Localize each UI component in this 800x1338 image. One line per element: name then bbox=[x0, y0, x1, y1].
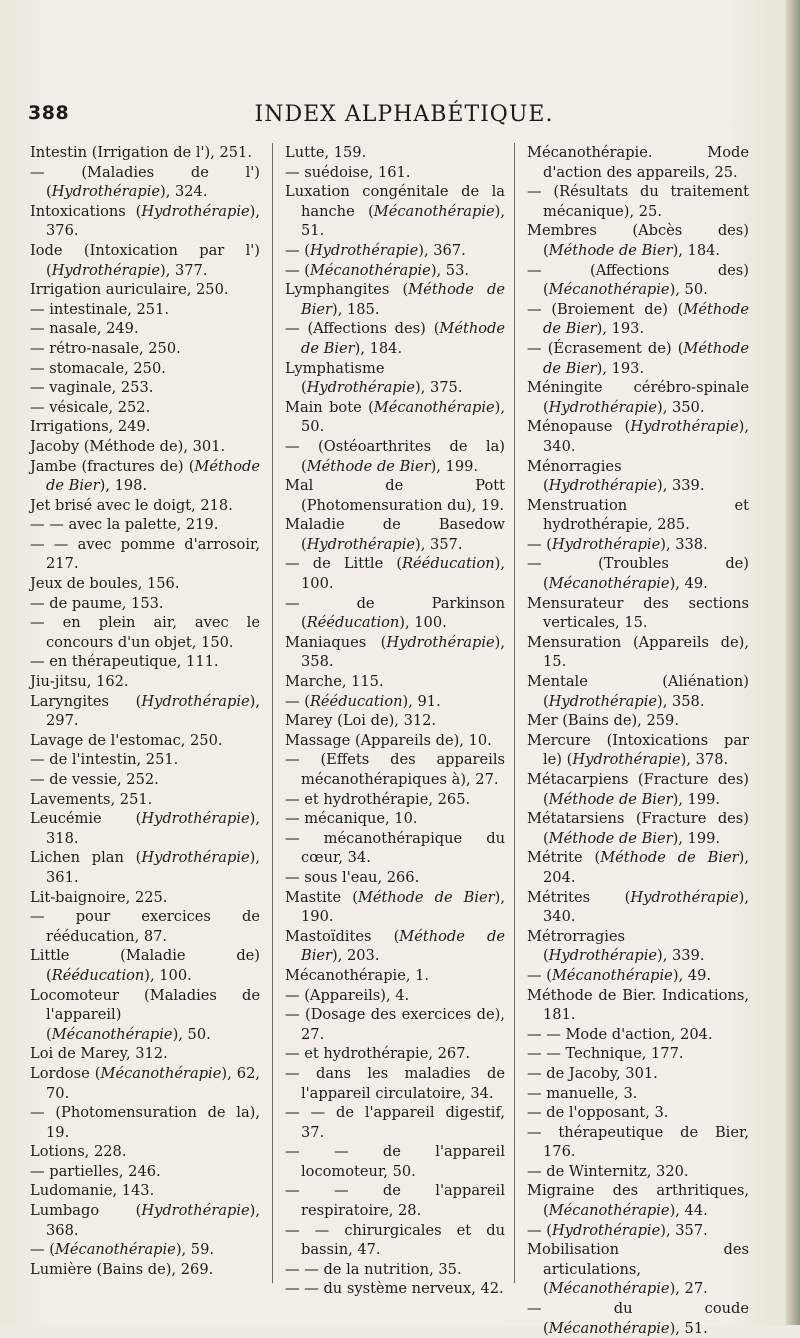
index-entry: Lymphatisme (Hydrothérapie), 375. bbox=[285, 359, 463, 397]
index-entry: — (Maladies de l') (Hydrothérapie), 324. bbox=[30, 163, 260, 201]
index-entry: Méthode de Bier. Indications, 181. bbox=[527, 986, 749, 1024]
index-entry: Irrigation auriculaire, 250. bbox=[30, 281, 229, 299]
index-entry: — de Winternitz, 320. bbox=[527, 1162, 689, 1180]
index-entry: — (Mécanothérapie), 49. bbox=[527, 966, 711, 984]
index-entry: Migraine des arthritiques, (Mécanothérapie), 44. bbox=[527, 1182, 749, 1220]
index-entry: — intestinale, 251. bbox=[30, 300, 169, 318]
index-entry: — de l'opposant, 3. bbox=[527, 1104, 669, 1122]
index-entry: — (Écrasement de) (Méthode de Bier), 193. bbox=[527, 339, 749, 377]
index-entry: Marche, 115. bbox=[285, 673, 384, 691]
index-entry: Jambe (fractures de) (Méthode de Bier), 198. bbox=[30, 457, 260, 495]
index-column-3 bbox=[514, 143, 750, 1337]
index-entry: Mensurateur des sections verticales, 15. bbox=[527, 594, 749, 632]
index-entry: Métrorragies (Hydrothérapie), 339. bbox=[527, 927, 705, 965]
index-entry: — mécanothérapique du cœur, 34. bbox=[285, 829, 505, 867]
index-entry: — sous l'eau, 266. bbox=[285, 868, 420, 886]
index-entry: — (Affections des) (Méthode de Bier), 184. bbox=[285, 320, 505, 357]
index-entry: Lavage de l'estomac, 250. bbox=[30, 731, 223, 749]
index-entry: — (Effets des appareils mécanothérapiques à), 27. bbox=[285, 751, 505, 788]
index-entry: Luxation congénitale de la hanche (Mécanothérapie), 51. bbox=[285, 183, 505, 240]
page-number: 388 bbox=[28, 102, 70, 124]
index-entry: — (Résultats du traitement mécanique), 25. bbox=[527, 183, 749, 220]
index-entry: — de Jacoby, 301. bbox=[527, 1064, 658, 1082]
index-entry: Mercure (Intoxications par le) (Hydrothérapie), 378. bbox=[527, 731, 749, 769]
running-title: INDEX ALPHABÉTIQUE. bbox=[254, 102, 554, 127]
index-entry: Lumière (Bains de), 269. bbox=[30, 1260, 214, 1278]
index-entry: Laryngites (Hydrothérapie), 297. bbox=[30, 692, 260, 730]
index-entry: — nasale, 249. bbox=[30, 320, 139, 338]
index-entry: — (Broiement de) (Méthode de Bier), 193. bbox=[527, 300, 749, 338]
index-entry: Intestin (Irrigation de l'), 251. bbox=[30, 144, 252, 161]
index-entry: Lordose (Mécanothérapie), 62, 70. bbox=[30, 1064, 261, 1102]
index-entry: — (Photomensuration de la), 19. bbox=[30, 1104, 260, 1141]
index-entry: Marey (Loi de), 312. bbox=[285, 712, 437, 730]
index-entry: — rétro-nasale, 250. bbox=[30, 339, 181, 357]
index-entry: Ménorragies (Hydrothérapie), 339. bbox=[527, 457, 705, 495]
index-column-1 bbox=[30, 143, 260, 1279]
index-entry: — thérapeutique de Bier, 176. bbox=[527, 1123, 749, 1161]
index-entry: Maniaques (Hydrothérapie), 358. bbox=[285, 633, 505, 671]
index-entry: Irrigations, 249. bbox=[30, 418, 151, 436]
index-entry: — mécanique, 10. bbox=[285, 810, 418, 828]
index-entry: — (Troubles de) (Mécanothérapie), 49. bbox=[527, 555, 749, 593]
index-entry: — — avec pomme d'arrosoir, 217. bbox=[30, 535, 260, 573]
index-entry: — — de l'appareil respiratoire, 28. bbox=[285, 1182, 505, 1220]
index-entry: Lit-baignoire, 225. bbox=[30, 888, 168, 906]
index-entry: — du coude (Mécanothérapie), 51. bbox=[527, 1300, 749, 1337]
index-entry: — manuelle, 3. bbox=[527, 1084, 638, 1102]
index-entry: Lutte, 159. bbox=[285, 144, 367, 161]
index-entry: Leucémie (Hydrothérapie), 318. bbox=[30, 810, 260, 847]
index-entry: Locomoteur (Maladies de l'appareil) (Mécanothérapie), 50. bbox=[30, 986, 260, 1043]
index-entry: Lumbago (Hydrothérapie), 368. bbox=[30, 1202, 260, 1239]
index-entry: — (Affections des) (Mécanothérapie), 50. bbox=[527, 261, 749, 299]
index-entry: — vaginale, 253. bbox=[30, 379, 154, 397]
index-entry: Mensuration (Appareils de), 15. bbox=[527, 633, 749, 671]
index-entry: Métacarpiens (Fracture des) (Méthode de Bier), 199. bbox=[527, 771, 749, 808]
index-entry: Mastoïdites (Méthode de Bier), 203. bbox=[285, 927, 505, 965]
index-entry: Loi de Marey, 312. bbox=[30, 1045, 168, 1063]
index-entry: Jiu-jitsu, 162. bbox=[30, 673, 129, 691]
index-column-2 bbox=[272, 143, 506, 1298]
index-entry: Mer (Bains de), 259. bbox=[527, 712, 679, 730]
index-entry: Métrite (Méthode de Bier), 204. bbox=[527, 849, 750, 886]
index-entry: — (Hydrothérapie), 338. bbox=[527, 535, 708, 553]
index-entry: Ménopause (Hydrothérapie), 340. bbox=[527, 418, 749, 455]
index-entry: — — du système nerveux, 42. bbox=[285, 1280, 504, 1298]
index-entry: Ludomanie, 143. bbox=[30, 1182, 155, 1200]
index-entry: — (Ostéoarthrites de la) (Méthode de Bier), 199. bbox=[285, 437, 505, 475]
index-entry: — vésicale, 252. bbox=[30, 398, 151, 416]
index-entry: — et hydrothérapie, 267. bbox=[285, 1045, 471, 1063]
index-entry: Mastite (Méthode de Bier), 190. bbox=[285, 888, 506, 926]
index-entry: — — Technique, 177. bbox=[527, 1045, 684, 1063]
index-entry: Membres (Abcès des) (Méthode de Bier), 184. bbox=[527, 222, 749, 259]
index-entry: — — de la nutrition, 35. bbox=[285, 1260, 462, 1278]
index-entry: Lymphangites (Méthode de Bier), 185. bbox=[285, 281, 505, 318]
index-entry: — — chirurgicales et du bassin, 47. bbox=[285, 1221, 505, 1259]
index-entry: — de vessie, 252. bbox=[30, 771, 159, 788]
index-entry: — partielles, 246. bbox=[30, 1162, 161, 1180]
index-entry: — — de l'appareil digestif, 37. bbox=[285, 1104, 505, 1141]
index-entry: — de Little (Rééducation), 100. bbox=[285, 555, 505, 593]
index-entry: Maladie de Basedow (Hydrothérapie), 357. bbox=[285, 516, 505, 553]
index-entry: — en thérapeutique, 111. bbox=[30, 653, 219, 671]
index-entry: — pour exercices de rééducation, 87. bbox=[30, 908, 260, 945]
index-entry: Mentale (Aliénation) (Hydrothérapie), 358. bbox=[527, 673, 749, 710]
index-entry: — de Parkinson (Rééducation), 100. bbox=[285, 594, 505, 632]
page-edge bbox=[786, 0, 800, 1325]
index-entry: Menstruation et hydrothérapie, 285. bbox=[527, 496, 749, 534]
index-entry: — et hydrothérapie, 265. bbox=[285, 790, 471, 808]
index-entry: — — avec la palette, 219. bbox=[30, 516, 219, 534]
index-entry: Lichen plan (Hydrothérapie), 361. bbox=[30, 849, 260, 886]
index-entry: — suédoise, 161. bbox=[285, 163, 411, 181]
index-entry: Métatarsiens (Fracture des) (Méthode de Bier), 199. bbox=[527, 810, 749, 847]
page-header bbox=[28, 102, 760, 132]
index-entry: Massage (Appareils de), 10. bbox=[285, 731, 492, 749]
index-entry: — (Mécanothérapie), 53. bbox=[285, 261, 469, 279]
index-entry: Little (Maladie de) (Rééducation), 100. bbox=[30, 947, 260, 984]
index-entry: Mécanothérapie, 1. bbox=[285, 966, 430, 984]
index-entry: Iode (Intoxication par l') (Hydrothérapie), 377. bbox=[30, 241, 260, 279]
index-entry: Jeux de boules, 156. bbox=[30, 575, 180, 593]
index-entry: Mal de Pott (Photomensuration du), 19. bbox=[285, 477, 505, 514]
index-entry: Jet brisé avec le doigt, 218. bbox=[30, 496, 233, 514]
index-entry: Mobilisation des articulations, (Mécanothérapie), 27. bbox=[527, 1241, 749, 1298]
index-entry: Main bote (Mécanothérapie), 50. bbox=[285, 398, 505, 436]
index-entry: — dans les maladies de l'appareil circulatoire, 34. bbox=[285, 1064, 505, 1102]
index-entry: — — de l'appareil locomoteur, 50. bbox=[285, 1143, 505, 1180]
index-entry: Méningite cérébro-spinale (Hydrothérapie), 350. bbox=[527, 379, 749, 416]
index-entry: — (Rééducation), 91. bbox=[285, 692, 441, 710]
index-entry: Mécanothérapie. Mode d'action des appareils, 25. bbox=[527, 144, 749, 181]
index-entry: — (Mécanothérapie), 59. bbox=[30, 1241, 214, 1259]
index-entry: Lavements, 251. bbox=[30, 790, 153, 808]
index-entry: — de l'intestin, 251. bbox=[30, 751, 179, 769]
index-entry: Intoxications (Hydrothérapie), 376. bbox=[30, 202, 260, 240]
index-entry: — en plein air, avec le concours d'un objet, 150. bbox=[30, 614, 260, 651]
index-entry: Jacoby (Méthode de), 301. bbox=[30, 437, 226, 455]
index-entry: — (Hydrothérapie), 357. bbox=[527, 1221, 708, 1239]
index-entry: Lotions, 228. bbox=[30, 1143, 127, 1161]
index-entry: — (Hydrothérapie), 367. bbox=[285, 241, 466, 259]
index-entry: Métrites (Hydrothérapie), 340. bbox=[527, 888, 749, 926]
index-entry: — stomacale, 250. bbox=[30, 359, 166, 377]
index-entry: — de paume, 153. bbox=[30, 594, 164, 612]
index-entry: — (Appareils), 4. bbox=[285, 986, 410, 1004]
index-entry: — — Mode d'action, 204. bbox=[527, 1025, 713, 1043]
index-entry: — (Dosage des exercices de), 27. bbox=[285, 1006, 505, 1043]
